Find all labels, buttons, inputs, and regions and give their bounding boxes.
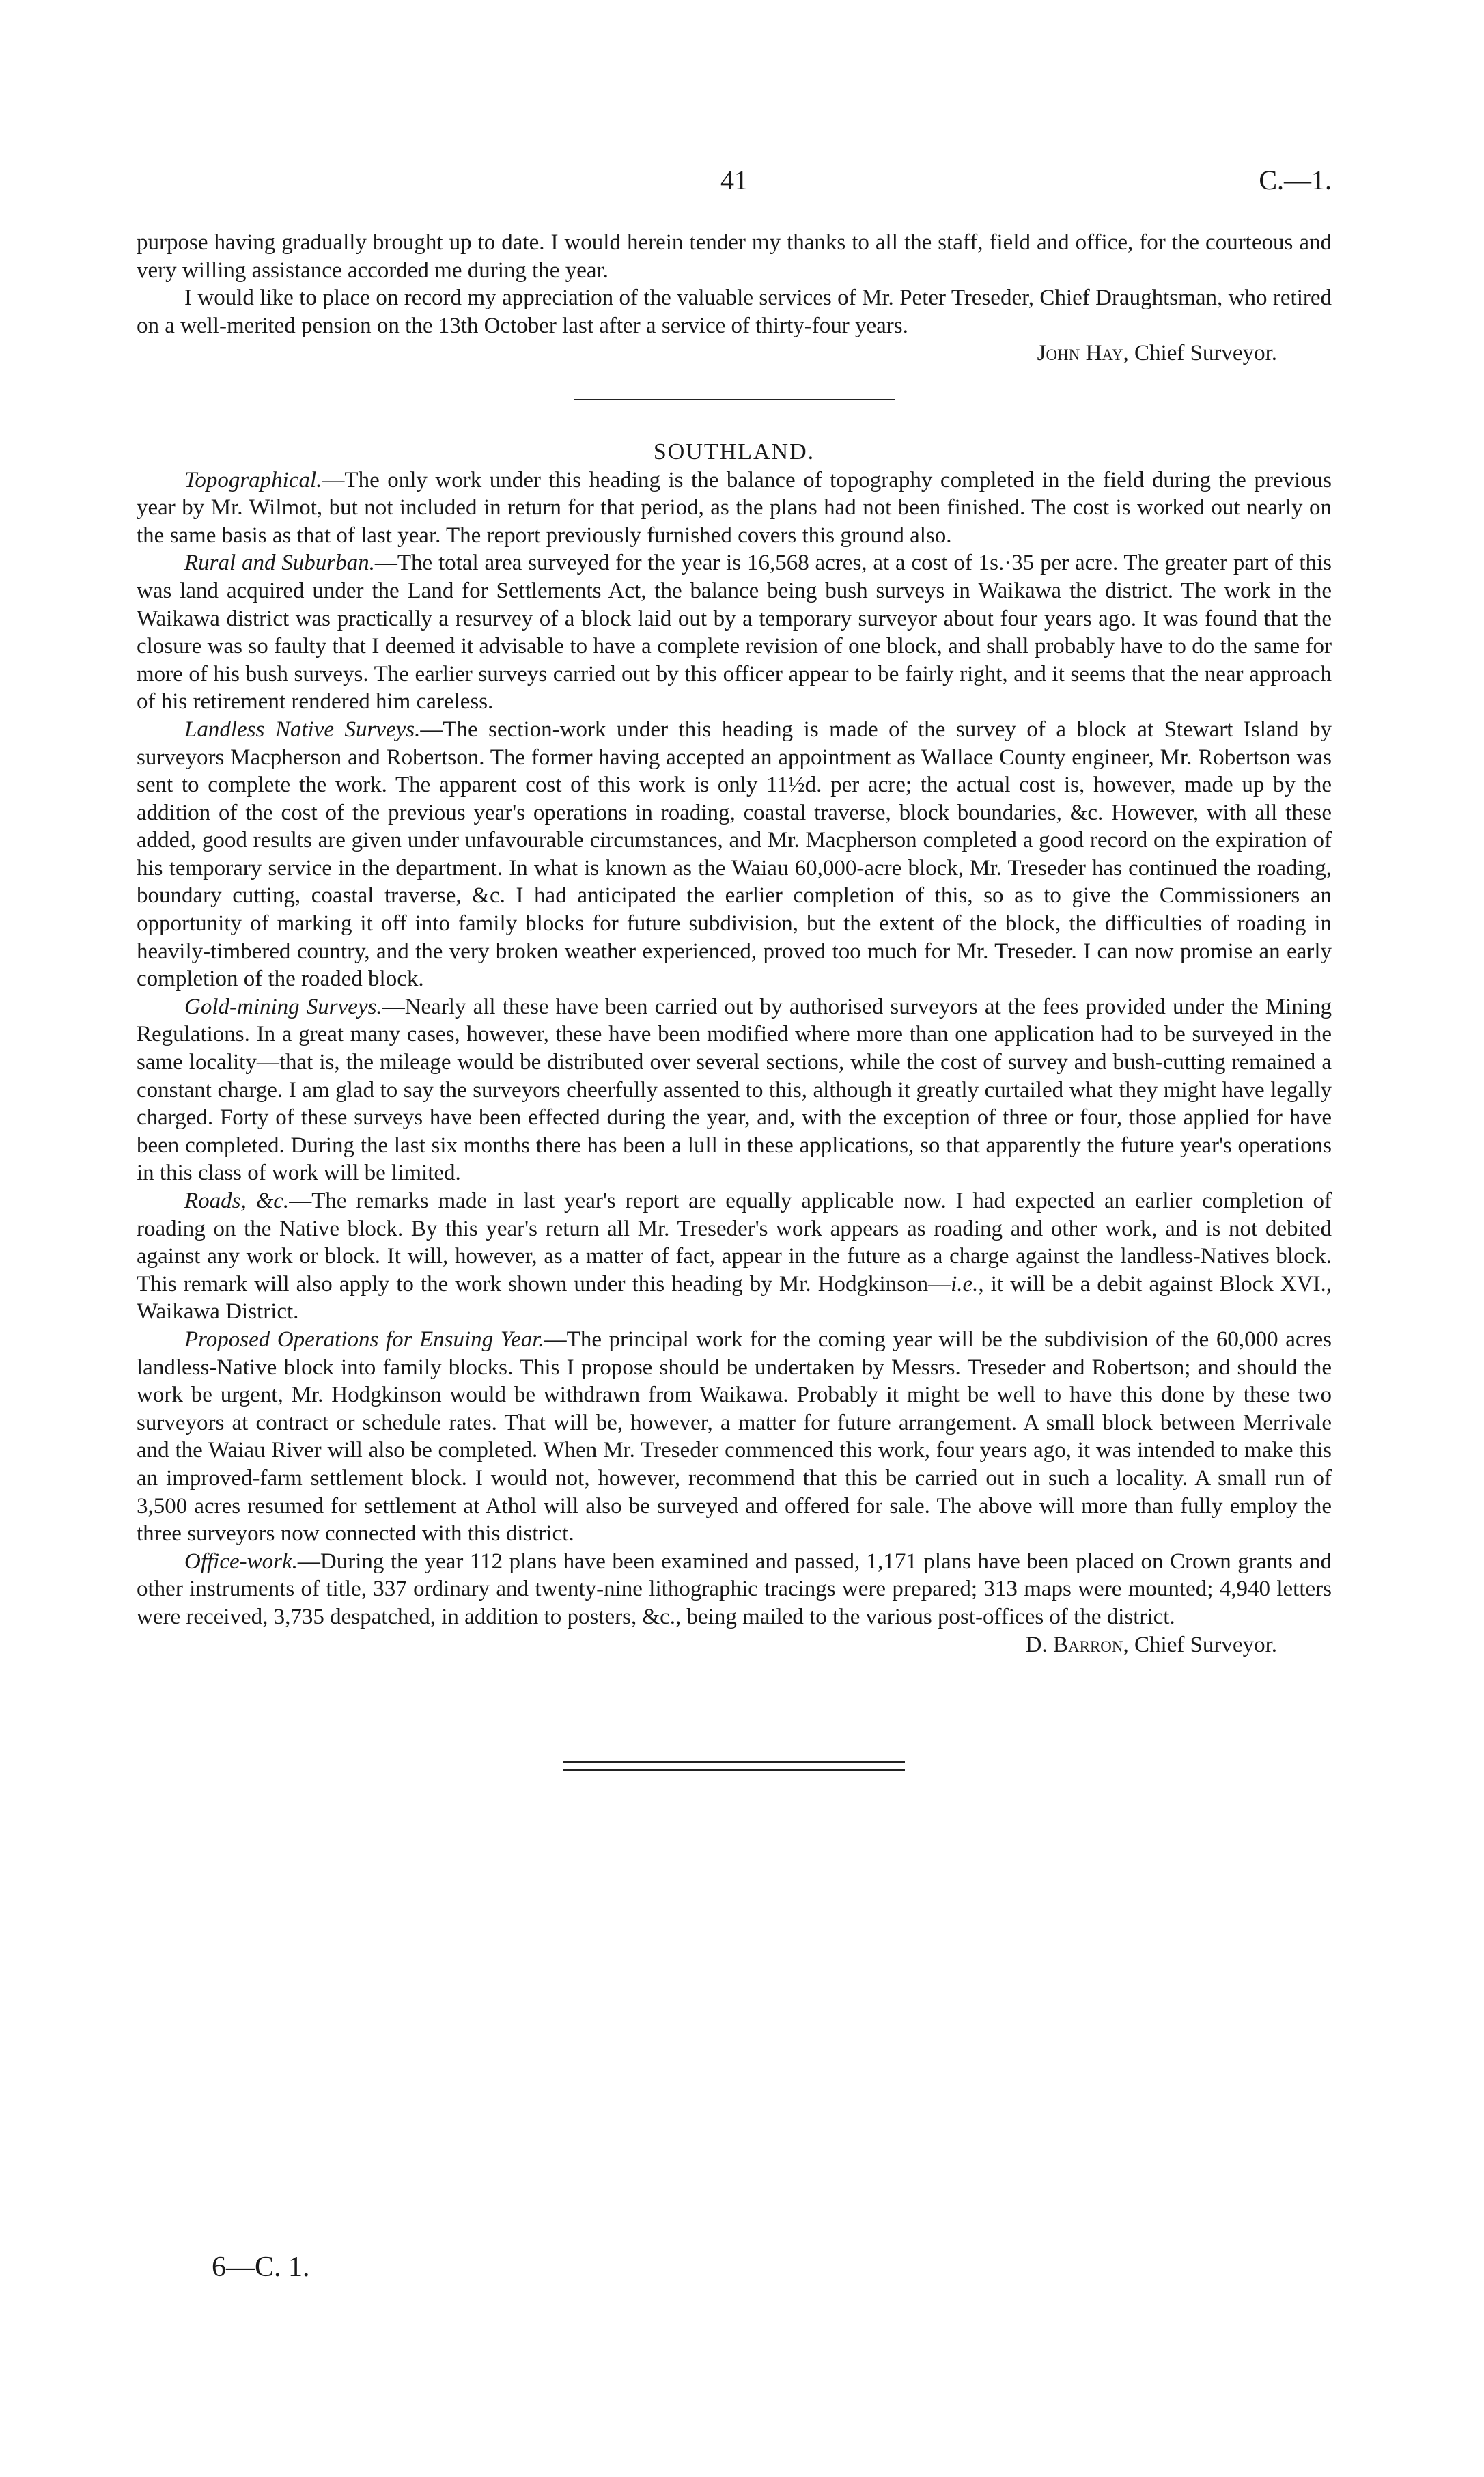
section-title: Gold-mining Surveys. xyxy=(184,994,382,1019)
section-title: Topographical. xyxy=(184,467,322,493)
signature-title: , Chief Surveyor. xyxy=(1123,341,1277,366)
signature-barron xyxy=(137,1631,1332,1659)
body-text xyxy=(137,229,1332,1771)
section-proposed-operations xyxy=(137,1326,1332,1548)
section-text: —The total area surveyed for the year is 16,568 acres, at a cost of 1s.·35 per acre. The greater part of this was land acquired under the Land for Settlements Act, the balance being bush surveys in Waikawa the district. The work in the Waikawa district was practically a resurvey of a block laid out by a temporary surveyor about four years ago. It was found that the closure was so faulty that I deemed it advisable to have a complete revision of one block, and shall probably have to do the same for more of his bush surveys. The earlier surveys carried out by this officer appear to be fairly right, and it seems that the near approach of his retirement rendered him careless. xyxy=(137,551,1332,715)
section-title: Office-work. xyxy=(184,1549,298,1574)
end-double-rule xyxy=(563,1761,905,1771)
section-title: Roads, &c. xyxy=(184,1189,290,1213)
section-tail: , it will be a debit against Block XVI., Waikawa District. xyxy=(137,1271,1332,1325)
intro-paragraph-2: I would like to place on record my appreciation of the valuable services of Mr. Peter Treseder, Chief Draughtsman, who retired on a well-merited pension on the 13th October last after a service of thirty-four years. xyxy=(137,286,1332,338)
page-header xyxy=(137,164,1332,205)
section-landless-native xyxy=(137,716,1332,993)
signature-title: , Chief Surveyor. xyxy=(1123,1632,1277,1657)
section-text: —The remarks made in last year's report are equally applicable now. I had expected an earlier completion of roading on the Native block. By this year's return all Mr. Treseder's work appears as roading and other work, and is not debited against any work or block. It will, however, as a matter of fact, appear in the future as a charge against the landless-Natives block. This remark will also apply to the work shown under this heading by Mr. Hodgkinson— xyxy=(137,1189,1332,1297)
section-text: —The only work under this heading is the balance of topography completed in the field during the previous year by Mr. Wilmot, but not included in return for that period, as the plans had not been finished. The cost is worked out nearly on the same basis as that of last year. The report previously furnished covers this ground also. xyxy=(137,467,1332,548)
signature-name: D. Barron xyxy=(1025,1632,1123,1657)
section-tail-italic: i.e. xyxy=(951,1271,979,1297)
signature-john-hay xyxy=(137,340,1332,368)
signature-mark: 6—C. 1. xyxy=(212,2252,310,2283)
section-text: —Nearly all these have been carried out by authorised surveyors at the fees provided under the Mining Regulations. In a great many cases, however, these have been modified where more than one application had to be surveyed in the same locality—that is, the mileage would be distributed over several sections, while the cost of survey and bush-cutting remained a constant charge. I am glad to say the surveyors cheerfully assented to this, although it greatly curtailed what they might have legally charged. Forty of these surveys have been effected during the year, and, with the exception of three or four, those applied for have been completed. During the last six months there has been a lull in these applications, so that apparently the future year's operations in this class of work will be limited. xyxy=(137,994,1332,1186)
section-title: Proposed Operations for Ensuing Year. xyxy=(184,1327,544,1352)
section-rural-suburban xyxy=(137,549,1332,716)
page-number: 41 xyxy=(720,165,748,195)
signature-name: John Hay xyxy=(1037,341,1123,366)
section-text: —The section-work under this heading is made of the survey of a block at Stewart Island by surveyors Macpherson and Robertson. The former having accepted an appointment as Wallace County engineer, Mr. Robertson was sent to complete the work. The apparent cost of this work is only 11½d. per acre; the actual cost is, however, made up by the addition of the cost of the previous year's operations in roading, coastal traverse, block boundaries, &c. However, with all these added, good results are given under unfavourable circumstances, and Mr. Macpherson completed a good record on the expiration of his temporary service in the department. In what is known as the Waiau 60,000-acre block, Mr. Treseder has continued the roading, boundary cutting, coastal traverse, &c. I had anticipated the earlier completion of this, so as to give the Commissioners an opportunity of marking it off into family blocks for future subdivision, but the extent of the block, the difficulties of roading in heavily-timbered country, and the very broken weather experienced, proved too much for Mr. Treseder. I can now promise an early completion of the roaded block. xyxy=(137,717,1332,992)
section-title: Landless Native Surveys. xyxy=(184,717,421,742)
section-topographical xyxy=(137,467,1332,550)
intro-paragraph-1: purpose having gradually brought up to date. I would herein tender my thanks to all the staff, field and office, for the courteous and very willing assistance accorded me during the year. xyxy=(137,230,1332,283)
section-title: Rural and Suburban. xyxy=(184,551,375,576)
section-office-work xyxy=(137,1548,1332,1631)
section-gold-mining xyxy=(137,993,1332,1187)
section-roads xyxy=(137,1187,1332,1326)
section-divider xyxy=(574,399,895,400)
section-text: —The principal work for the coming year will be the subdivision of the 60,000 acres landless-Native block into family blocks. This I propose should be undertaken by Messrs. Treseder and Robertson; and should the work be urgent, Mr. Hodgkinson would be withdrawn from Waikawa. Probably it might be well to have this done by these two surveyors at contract or schedule rates. That will be, however, a matter for future arrangement. A small block between Merrivale and the Waiau River will also be completed. When Mr. Treseder commenced this work, four years ago, it was intended to make this an improved-farm settlement block. I would not, however, recommend that this be carried out in such a locality. A small run of 3,500 acres resumed for settlement at Athol will also be surveyed and offered for sale. The above will more than fully employ the three surveyors now connected with this district. xyxy=(137,1327,1332,1547)
section-text: —During the year 112 plans have been examined and passed, 1,171 plans have been placed on Crown grants and other instruments of title, 337 ordinary and twenty-nine lithographic tracings were prepared; 313 maps were mounted; 4,940 letters were received, 3,735 despatched, in addition to posters, &c., being mailed to the various post-offices of the district. xyxy=(137,1549,1332,1629)
document-code: C.—1. xyxy=(1259,165,1332,195)
southland-heading: SOUTHLAND. xyxy=(653,439,815,465)
